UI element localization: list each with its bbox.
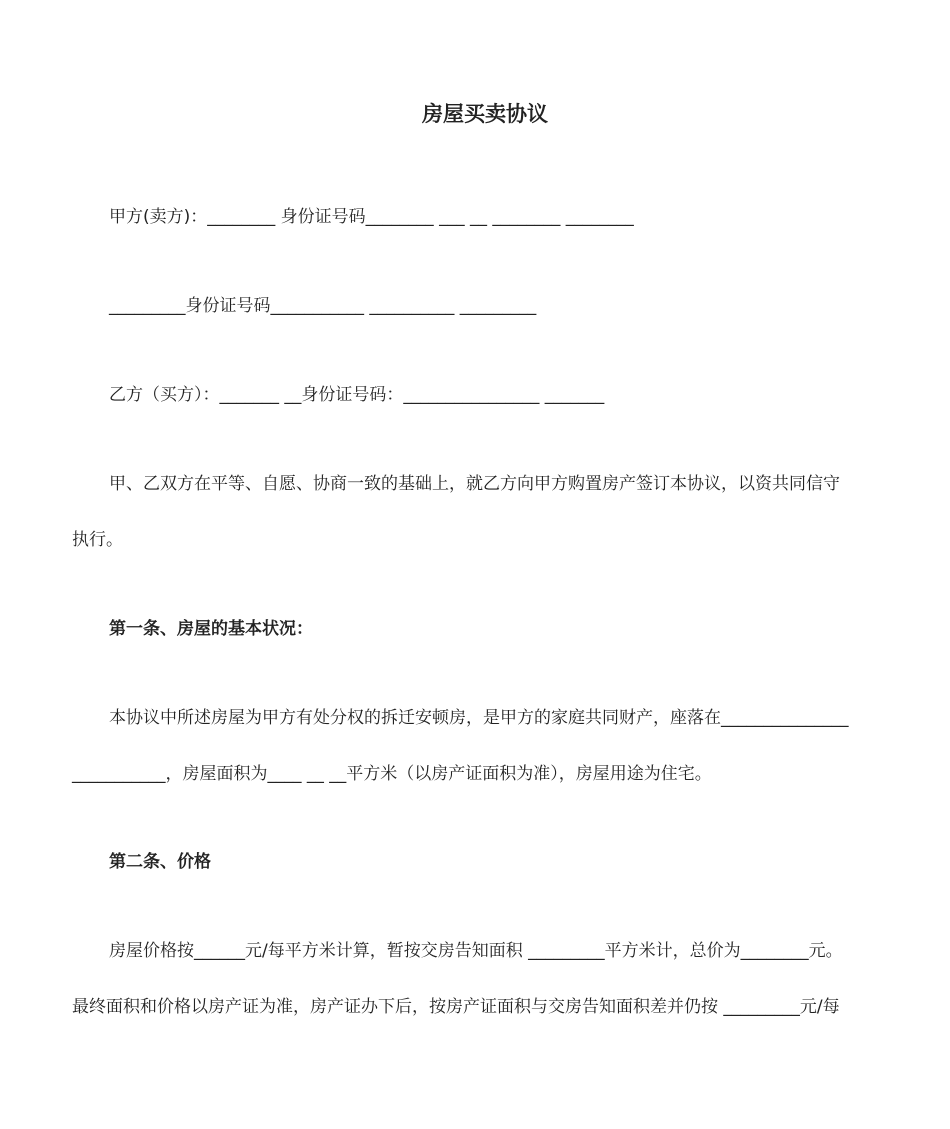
article-1-line-1: 本协议中所述房屋为甲方有处分权的拆迁安顿房，是甲方的家庭共同财产，座落在_______________ — [109, 708, 849, 728]
preamble-line-2: 执行。 — [72, 530, 123, 550]
article-2-heading: 第二条、价格 — [109, 852, 211, 872]
article-1-line-2: ___________，房屋面积为____ __ __平方米（以房产证面积为准），房屋用途为住宅。 — [72, 764, 712, 784]
article-2-line-2: 最终面积和价格以房产证为准，房产证办下后，按房产证面积与交房告知面积差并仍按 _________元/每 — [72, 997, 840, 1017]
article-1-heading: 第一条、房屋的基本状况： — [109, 619, 313, 639]
party-a2-line: _________身份证号码___________ __________ _________ — [109, 296, 537, 316]
article-2-line-1: 房屋价格按______元/每平方米计算，暂按交房告知面积 _________平方米计，总价为________元。 — [109, 941, 843, 961]
party-b-line: 乙方（买方）：_______ __身份证号码：________________ _______ — [109, 385, 605, 405]
preamble-line-1: 甲、乙双方在平等、自愿、协商一致的基础上，就乙方向甲方购置房产签订本协议，以资共同信守 — [109, 474, 840, 494]
document-title: 房屋买卖协议 — [422, 102, 548, 126]
party-a-line: 甲方(卖方)：________ 身份证号码________ ___ __ ________ ________ — [109, 207, 634, 227]
